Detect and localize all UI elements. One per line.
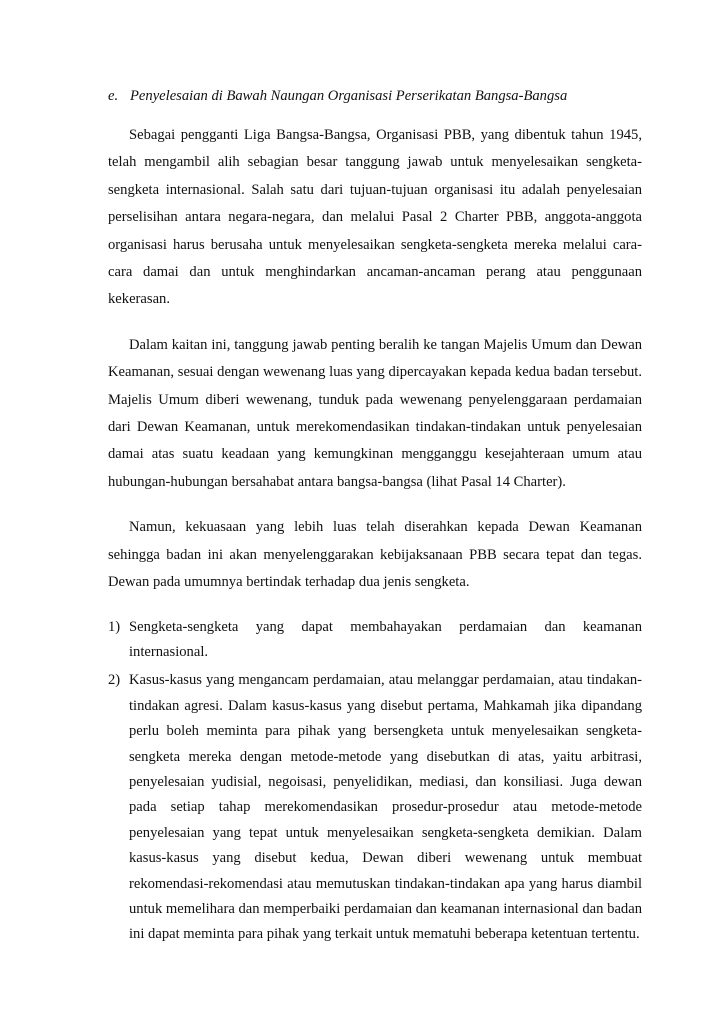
section-heading [108, 86, 642, 106]
paragraph: Sebagai pengganti Liga Bangsa-Bangsa, Organisasi PBB, yang dibentuk tahun 1945, telah mengambil alih sebagian besar tanggung jawab untuk menyelesaikan sengketa-sengketa internasional. Salah satu dari tujuan-tujuan organisasi itu adalah penyelesaian perselisihan antara negara-negara, dan melalui Pasal 2 Charter PBB, anggota-anggota organisasi harus berusaha untuk menyelesaikan sengketa-sengketa mereka melalui cara-cara damai dan untuk menghindarkan ancaman-ancaman perang atau penggunaan kekerasan. [108, 127, 642, 308]
paragraph: Dalam kaitan ini, tanggung jawab penting beralih ke tangan Majelis Umum dan Dewan Keamanan, sesuai dengan wewenang luas yang dipercayakan kepada kedua badan tersebut. Majelis Umum diberi wewenang, tunduk pada wewenang penyelenggaraan perdamaian dari Dewan Keamanan, untuk merekomendasikan tindakan-tindakan untuk penyelesaian damai atas suatu keadaan yang kemungkinan mengganggu kesejahteraan umum atau hubungan-hubungan bersahabat antara bangsa-bangsa (lihat Pasal 14 Charter). [108, 336, 642, 490]
section-marker: e. [108, 88, 119, 104]
paragraph: Namun, kekuasaan yang lebih luas telah diserahkan kepada Dewan Keamanan sehingga badan ini akan menyelenggarakan kebijaksanaan PBB secara tepat dan tegas. Dewan pada umumnya bertindak terhadap dua jenis sengketa. [108, 519, 642, 591]
list-item [108, 668, 642, 947]
list-item [108, 615, 642, 666]
section-title: Penyelesaian di Bawah Naungan Organisasi Perserikatan Bangsa-Bangsa [130, 88, 568, 104]
document-body [108, 86, 642, 951]
list-item-number: 1) [108, 618, 121, 635]
list-item-number: 2) [108, 672, 121, 689]
list-item-text: Kasus-kasus yang mengancam perdamaian, atau melanggar perdamaian, atau tindakan-tindakan agresi. Dalam kasus-kasus yang disebut pertama, Mahkamah jika dipandang perlu boleh meminta para pihak yang bersengketa untuk menyelesaikan sengketa-sengketa mereka dengan metode-metode yang disebutkan di atas, yaitu arbitrasi, penyelesaian yudisial, negoisasi, penyelidikan, mediasi, dan konsiliasi. Juga dewan pada setiap tahap merekomendasikan prosedur-prosedur atau metode-metode penyelesaian yang tepat untuk menyelesaikan sengketa-sengketa demikian. Dalam kasus-kasus yang disebut kedua, Dewan diberi wewenang untuk membuat rekomendasi-rekomendasi atau memutuskan tindakan-tindakan apa yang harus diambil untuk memelihara dan memperbaiki perdamaian dan keamanan internasional dan badan ini dapat meminta para pihak yang terkait untuk mematuhi beberapa ketentuan tertentu. [129, 672, 642, 943]
list-item-text: Sengketa-sengketa yang dapat membahayakan perdamaian dan keamanan internasional. [129, 618, 642, 660]
numbered-list [108, 615, 642, 948]
